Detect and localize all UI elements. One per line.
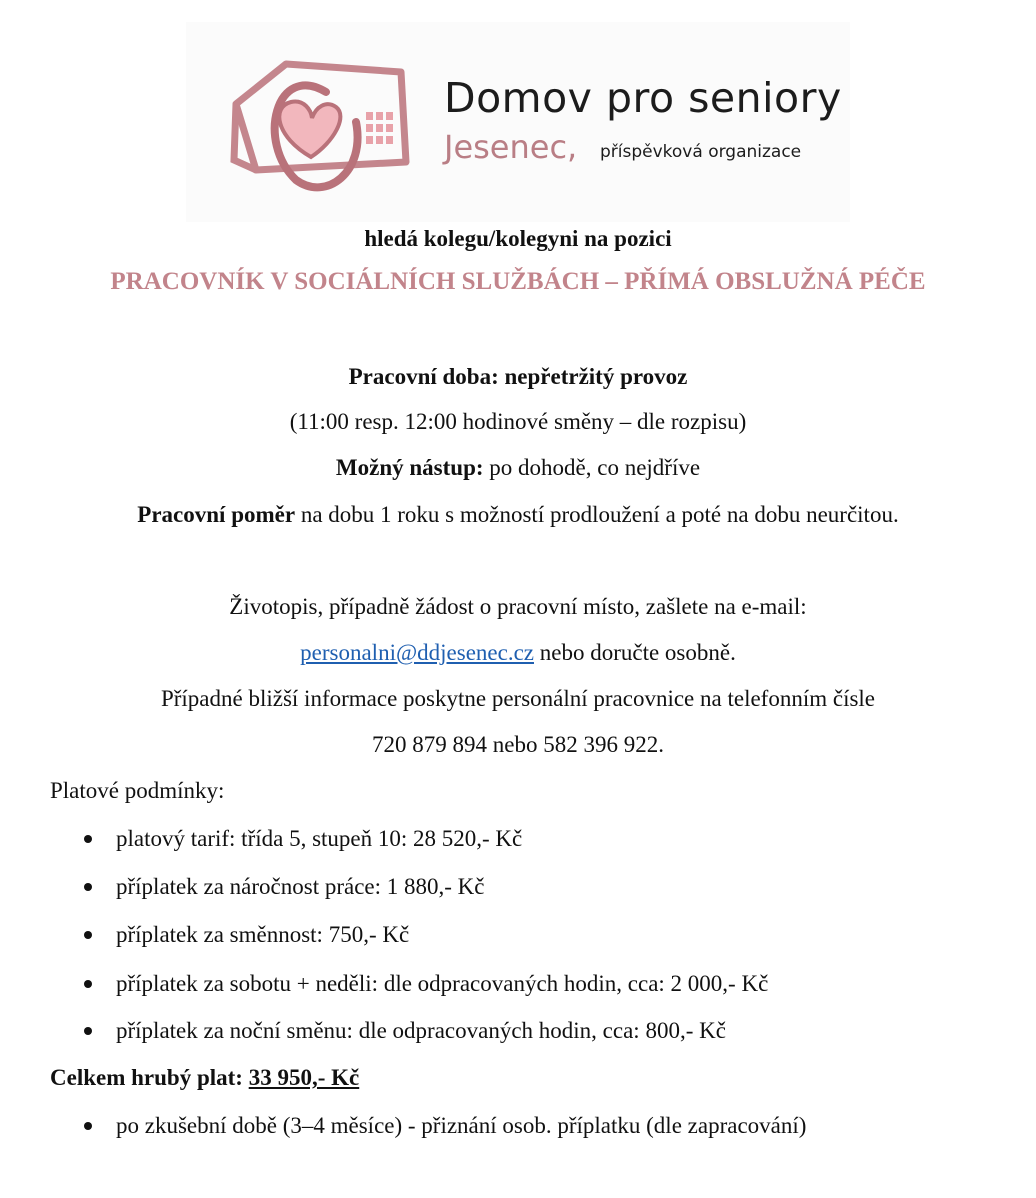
salary-item: příplatek za směnnost: 750,- Kč	[84, 922, 409, 948]
contract-label: Pracovní poměr	[137, 502, 296, 527]
bullet-icon	[84, 980, 92, 988]
work-time-heading: Pracovní doba: nepřetržitý provoz	[348, 364, 688, 389]
bullet-icon	[84, 1027, 92, 1035]
salary-heading: Platové podmínky:	[50, 778, 225, 803]
position-title: PRACOVNÍK V SOCIÁLNÍCH SLUŽBÁCH – PŘÍMÁ OBSLUŽNÁ PÉČE	[110, 268, 926, 295]
salary-total	[50, 1065, 359, 1091]
email-suffix: nebo doručte osobně.	[534, 640, 736, 665]
salary-item: příplatek za noční směnu: dle odpracovaných hodin, cca: 800,- Kč	[84, 1018, 726, 1044]
start-label: Možný nástup:	[335, 455, 484, 480]
organization-logo	[186, 22, 850, 222]
total-value: 33 950,- Kč	[248, 1065, 360, 1090]
salary-item: příplatek za sobotu + neděli: dle odpracovaných hodin, cca: 2 000,- Kč	[84, 971, 768, 997]
intro-text: hledá kolegu/kolegyni na pozici	[364, 226, 672, 251]
contract-line	[0, 502, 1036, 528]
email-line	[0, 640, 1036, 666]
bullet-icon	[84, 835, 92, 843]
contract-value: na dobu 1 roku s možností prodloužení a poté na dobu neurčitou.	[295, 502, 899, 527]
logo-title: Domov pro seniory	[444, 74, 842, 122]
bullet-icon	[84, 883, 92, 891]
phone-numbers: 720 879 894 nebo 582 396 922.	[372, 732, 664, 757]
start-value: po dohodě, co nejdříve	[483, 455, 701, 480]
house-heart-logo-icon	[216, 52, 416, 202]
probation-item: po zkušební době (3–4 měsíce) - přiznání osob. příplatku (dle zapracování)	[84, 1113, 806, 1139]
email-link[interactable]: personalni@ddjesenec.cz	[300, 640, 534, 665]
start-line	[0, 455, 1036, 481]
salary-item: příplatek za náročnost práce: 1 880,- Kč	[84, 874, 484, 900]
bullet-icon	[84, 1122, 92, 1130]
work-time-shifts: (11:00 resp. 12:00 hodinové směny – dle rozpisu)	[289, 409, 747, 434]
logo-name: Jesenec,	[444, 128, 578, 166]
logo-subtitle: příspěvková organizace	[600, 142, 802, 162]
bullet-icon	[84, 931, 92, 939]
info-line: Případné bližší informace poskytne personální pracovnice na telefonním čísle	[160, 686, 876, 711]
total-label: Celkem hrubý plat:	[50, 1065, 249, 1090]
salary-item: platový tarif: třída 5, stupeň 10: 28 520,- Kč	[84, 826, 522, 852]
application-line: Životopis, případně žádost o pracovní místo, zašlete na e-mail:	[229, 594, 807, 619]
